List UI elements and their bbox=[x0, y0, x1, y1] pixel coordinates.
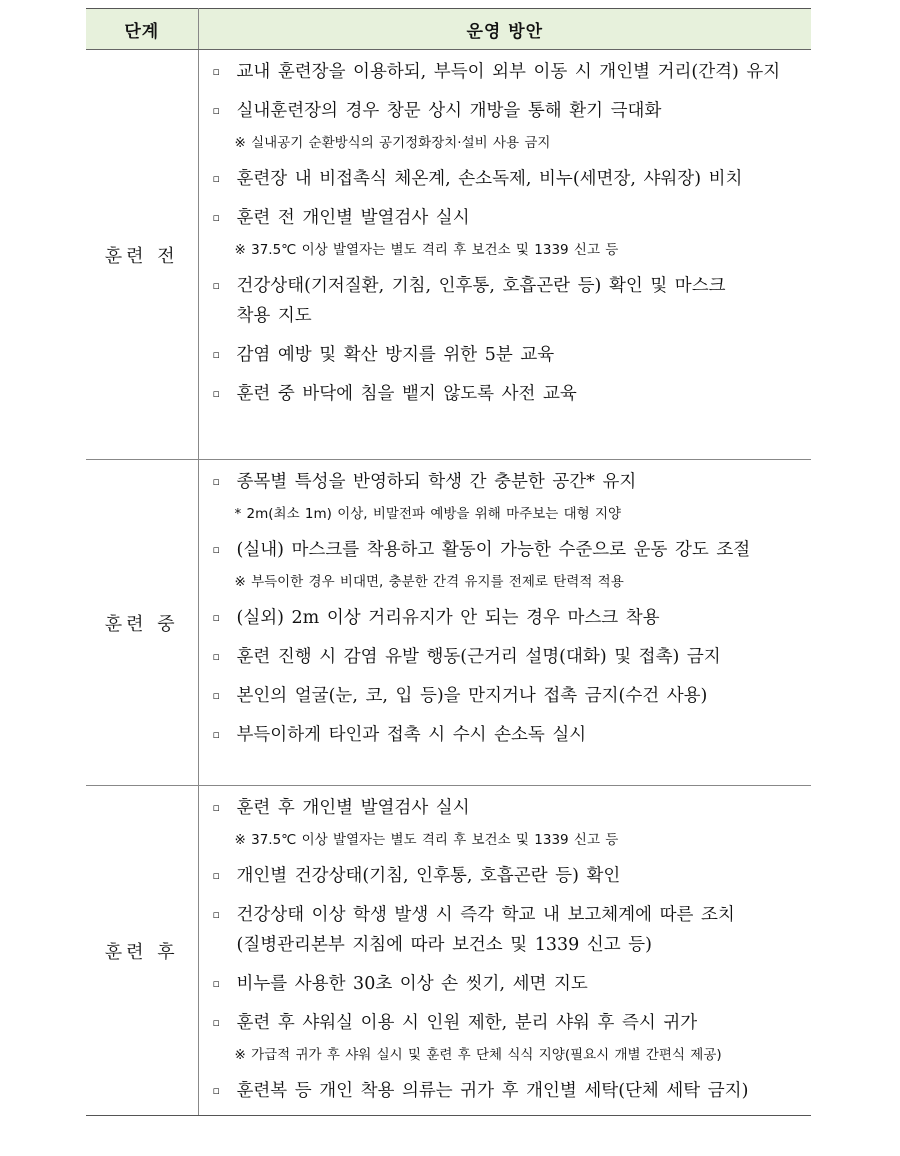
square-bullet-icon: ▫ bbox=[212, 279, 220, 292]
list-item bbox=[199, 969, 812, 999]
square-bullet-icon: ▫ bbox=[212, 348, 220, 361]
list-item-text: 종목별 특성을 반영하되 학생 간 충분한 공간* 유지 bbox=[236, 472, 637, 492]
square-bullet-icon: ▫ bbox=[212, 977, 220, 990]
table-header-row bbox=[86, 9, 811, 50]
square-bullet-icon: ▫ bbox=[212, 211, 220, 224]
square-bullet-icon: ▫ bbox=[212, 908, 220, 921]
stage-cell: 훈련 중 bbox=[86, 460, 198, 786]
list-item-text: 훈련복 등 개인 착용 의류는 귀가 후 개인별 세탁(단체 세탁 금지) bbox=[236, 1081, 749, 1101]
list-item-text: 실내훈련장의 경우 창문 상시 개방을 통해 환기 극대화 bbox=[236, 101, 662, 121]
plan-cell bbox=[198, 786, 811, 1116]
note-text: ※ 가급적 귀가 후 샤워 실시 및 훈련 후 단체 식식 지양(필요시 개별 간편식 제공) bbox=[234, 1047, 722, 1063]
header-stage: 단계 bbox=[86, 9, 198, 50]
list-item-text: 훈련장 내 비접촉식 체온계, 손소독제, 비누(세면장, 샤워장) 비치 bbox=[236, 169, 743, 189]
plan-cell bbox=[198, 50, 811, 460]
note-text: ※ 실내공기 순환방식의 공기정화장치·설비 사용 금지 bbox=[234, 135, 551, 151]
list-item bbox=[199, 203, 812, 233]
square-bullet-icon: ▫ bbox=[212, 387, 220, 400]
list-item bbox=[199, 681, 812, 711]
list-item-text: 비누를 사용한 30초 이상 손 씻기, 세면 지도 bbox=[236, 974, 588, 994]
list-item-text: (실외) 2m 이상 거리유지가 안 되는 경우 마스크 착용 bbox=[236, 608, 660, 628]
list-item bbox=[199, 642, 812, 672]
square-bullet-icon: ▫ bbox=[212, 650, 220, 663]
list-item bbox=[199, 57, 812, 87]
square-bullet-icon: ▫ bbox=[212, 543, 220, 556]
list-item-text: 건강상태 이상 학생 발생 시 즉각 학교 내 보고체계에 따른 조치 (질병관리본부 지침에 따라 보건소 및 1339 신고 등) bbox=[236, 905, 735, 955]
list-item bbox=[199, 603, 812, 633]
note-text: ※ 부득이한 경우 비대면, 충분한 간격 유지를 전제로 탄력적 적용 bbox=[234, 574, 624, 590]
square-bullet-icon: ▫ bbox=[212, 869, 220, 882]
list-item bbox=[199, 340, 812, 370]
square-bullet-icon: ▫ bbox=[212, 1016, 220, 1029]
square-bullet-icon: ▫ bbox=[212, 1084, 220, 1097]
list-item bbox=[199, 720, 812, 750]
list-item bbox=[199, 1076, 812, 1106]
square-bullet-icon: ▫ bbox=[212, 104, 220, 117]
square-bullet-icon: ▫ bbox=[212, 65, 220, 78]
list-item-text: 부득이하게 타인과 접촉 시 수시 손소독 실시 bbox=[236, 725, 587, 745]
list-item bbox=[199, 535, 812, 565]
table-row bbox=[86, 50, 811, 460]
table-row bbox=[86, 786, 811, 1116]
list-item-text: 교내 훈련장을 이용하되, 부득이 외부 이동 시 개인별 거리(간격) 유지 bbox=[236, 62, 781, 82]
list-item bbox=[199, 271, 812, 331]
list-item bbox=[199, 900, 812, 960]
list-item bbox=[199, 861, 812, 891]
square-bullet-icon: ▫ bbox=[212, 172, 220, 185]
note-text: ※ 37.5℃ 이상 발열자는 별도 격리 후 보건소 및 1339 신고 등 bbox=[234, 242, 619, 258]
list-item-text: 훈련 후 샤워실 이용 시 인원 제한, 분리 샤워 후 즉시 귀가 bbox=[236, 1013, 698, 1033]
list-item-text: 훈련 후 개인별 발열검사 실시 bbox=[236, 798, 470, 818]
list-item-text: 감염 예방 및 확산 방지를 위한 5분 교육 bbox=[236, 345, 555, 365]
plan-cell bbox=[198, 460, 811, 786]
square-bullet-icon: ▫ bbox=[212, 611, 220, 624]
square-bullet-icon: ▫ bbox=[212, 801, 220, 814]
square-bullet-icon: ▫ bbox=[212, 689, 220, 702]
note-text: * 2m(최소 1m) 이상, 비말전파 예방을 위해 마주보는 대형 지양 bbox=[234, 506, 622, 522]
list-item-text: (실내) 마스크를 착용하고 활동이 가능한 수준으로 운동 강도 조절 bbox=[236, 540, 751, 560]
header-plan: 운영 방안 bbox=[198, 9, 811, 50]
list-item-text: 훈련 전 개인별 발열검사 실시 bbox=[236, 208, 470, 228]
list-item bbox=[199, 1008, 812, 1038]
list-item bbox=[199, 793, 812, 823]
list-item bbox=[199, 467, 812, 497]
square-bullet-icon: ▫ bbox=[212, 475, 220, 488]
note-text: ※ 37.5℃ 이상 발열자는 별도 격리 후 보건소 및 1339 신고 등 bbox=[234, 832, 619, 848]
list-item-text: 개인별 건강상태(기침, 인후통, 호흡곤란 등) 확인 bbox=[236, 866, 621, 886]
list-item-text: 건강상태(기저질환, 기침, 인후통, 호흡곤란 등) 확인 및 마스크 착용 지도 bbox=[236, 276, 726, 326]
training-plan-table bbox=[86, 8, 811, 1116]
list-item bbox=[199, 379, 812, 409]
list-item bbox=[199, 96, 812, 126]
list-item-text: 훈련 중 바닥에 침을 뱉지 않도록 사전 교육 bbox=[236, 384, 577, 404]
list-item-text: 훈련 진행 시 감염 유발 행동(근거리 설명(대화) 및 접촉) 금지 bbox=[236, 647, 721, 667]
table-row bbox=[86, 460, 811, 786]
table-body bbox=[86, 50, 811, 1116]
list-item bbox=[199, 164, 812, 194]
stage-cell: 훈련 전 bbox=[86, 50, 198, 460]
document-page bbox=[86, 8, 811, 1116]
list-item-text: 본인의 얼굴(눈, 코, 입 등)을 만지거나 접촉 금지(수건 사용) bbox=[236, 686, 708, 706]
square-bullet-icon: ▫ bbox=[212, 728, 220, 741]
stage-cell: 훈련 후 bbox=[86, 786, 198, 1116]
